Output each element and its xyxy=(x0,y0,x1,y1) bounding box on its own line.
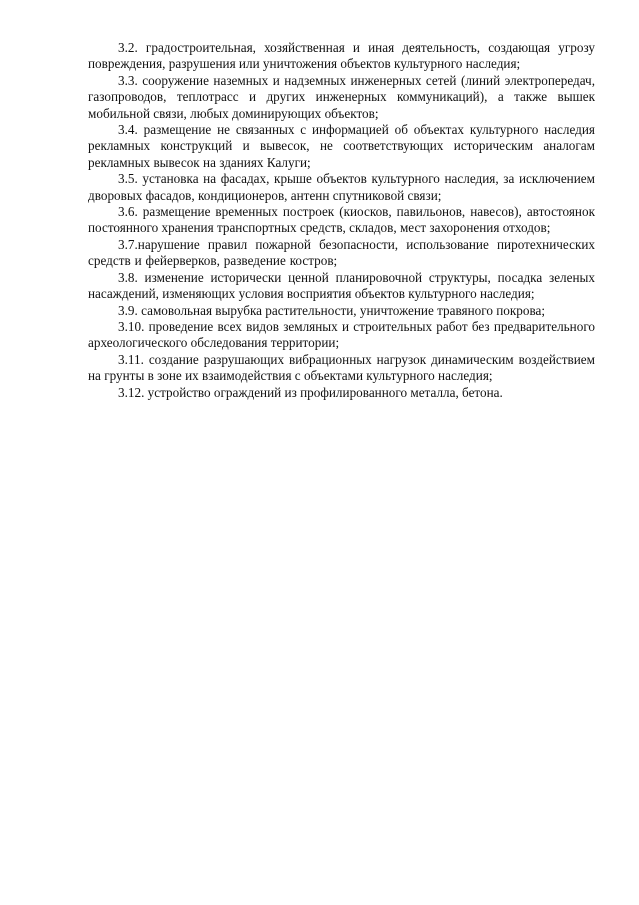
paragraph-3-11: 3.11. создание разрушающих вибрационных нагрузок динамическим воздействием на грунты в зоне их взаимодействия с объектами культурного наследия; xyxy=(88,351,595,384)
paragraph-3-6: 3.6. размещение временных построек (киосков, павильонов, навесов), автостоянок постоянного хранения транспортных средств, складов, мест захоронения отходов; xyxy=(88,204,595,236)
paragraph-3-5: 3.5. установка на фасадах, крыше объектов культурного наследия, за исключением дворовых фасадов, кондиционеров, антенн спутниковой связи; xyxy=(88,171,595,203)
paragraph-3-9: 3.9. самовольная вырубка растительности, уничтожение травяного покрова; xyxy=(118,302,546,318)
restrictions-list xyxy=(88,40,595,401)
paragraph-3-8: 3.8. изменение исторически ценной планировочной структуры, посадка зеленых насаждений, изменяющих условия восприятия объектов культурного наследия; xyxy=(88,269,595,302)
paragraph-3-12: 3.12. устройство ограждений из профилированного металла, бетона. xyxy=(118,384,503,400)
paragraph-3-3: 3.3. сооружение наземных и надземных инженерных сетей (линий электропередач, газопроводов, теплотрасс и других инженерных коммуникаций), а также вышек мобильной связи, любых доминирующих объектов; xyxy=(88,72,595,121)
paragraph-3-10: 3.10. проведение всех видов земляных и строительных работ без предварительного археологического обследования территории; xyxy=(88,318,595,351)
paragraph-3-4: 3.4. размещение не связанных с информацией об объектах культурного наследия рекламных конструкций и вывесок, не соответствующих историческим аналогам рекламных вывесок на зданиях Калуги; xyxy=(88,122,595,170)
paragraph-3-7: 3.7.нарушение правил пожарной безопасности, использование пиротехнических средств и фейерверков, разведение костров; xyxy=(88,236,595,269)
paragraph-3-2: 3.2. градостроительная, хозяйственная и иная деятельность, создающая угрозу повреждения, разрушения или уничтожения объектов культурного наследия; xyxy=(88,40,595,72)
